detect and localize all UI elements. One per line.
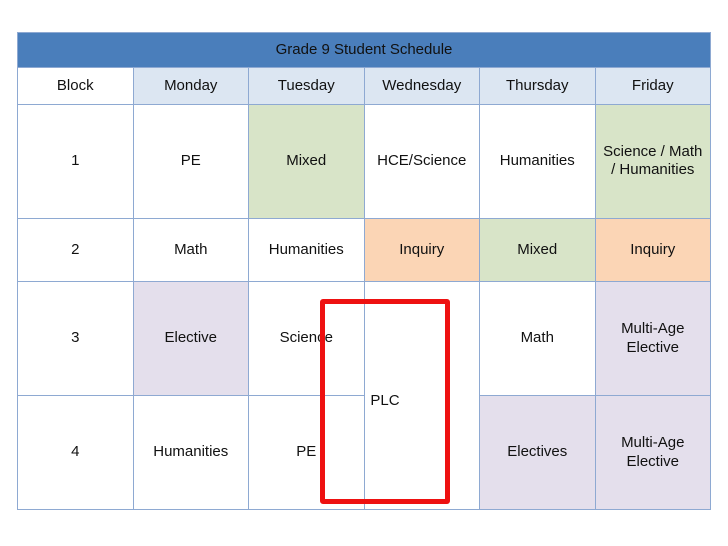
block-number: 4 <box>18 396 134 510</box>
column-header-friday: Friday <box>595 68 711 105</box>
cell-thursday-block1: Humanities <box>480 105 596 219</box>
table-row <box>18 105 711 219</box>
cell-tuesday-block4: PE <box>249 396 365 510</box>
table-title-row <box>18 33 711 68</box>
block-number: 3 <box>18 282 134 396</box>
cell-monday-block3: Elective <box>133 282 249 396</box>
table-row <box>18 218 711 282</box>
table-header-row <box>18 68 711 105</box>
cell-thursday-block4: Electives <box>480 396 596 510</box>
cell-monday-block4: Humanities <box>133 396 249 510</box>
column-header-wednesday: Wednesday <box>364 68 480 105</box>
cell-monday-block1: PE <box>133 105 249 219</box>
column-header-tuesday: Tuesday <box>249 68 365 105</box>
schedule-container <box>17 32 711 510</box>
cell-monday-block2: Math <box>133 218 249 282</box>
column-header-block: Block <box>18 68 134 105</box>
page-title: Grade 9 Student Schedule <box>18 33 711 68</box>
cell-wednesday-block2: Inquiry <box>364 218 480 282</box>
cell-wednesday-block1: HCE/Science <box>364 105 480 219</box>
cell-friday-block1: Science / Math / Humanities <box>595 105 711 219</box>
column-header-thursday: Thursday <box>480 68 596 105</box>
student-schedule-table <box>17 32 711 510</box>
cell-friday-block3: Multi-Age Elective <box>595 282 711 396</box>
cell-tuesday-block3: Science <box>249 282 365 396</box>
block-number: 2 <box>18 218 134 282</box>
cell-friday-block2: Inquiry <box>595 218 711 282</box>
plc-label: PLC <box>370 392 400 409</box>
cell-thursday-block2: Mixed <box>480 218 596 282</box>
cell-friday-block4: Multi-Age Elective <box>595 396 711 510</box>
cell-tuesday-block2: Humanities <box>249 218 365 282</box>
cell-thursday-block3: Math <box>480 282 596 396</box>
cell-tuesday-block1: Mixed <box>249 105 365 219</box>
column-header-monday: Monday <box>133 68 249 105</box>
table-row <box>18 282 711 396</box>
block-number: 1 <box>18 105 134 219</box>
